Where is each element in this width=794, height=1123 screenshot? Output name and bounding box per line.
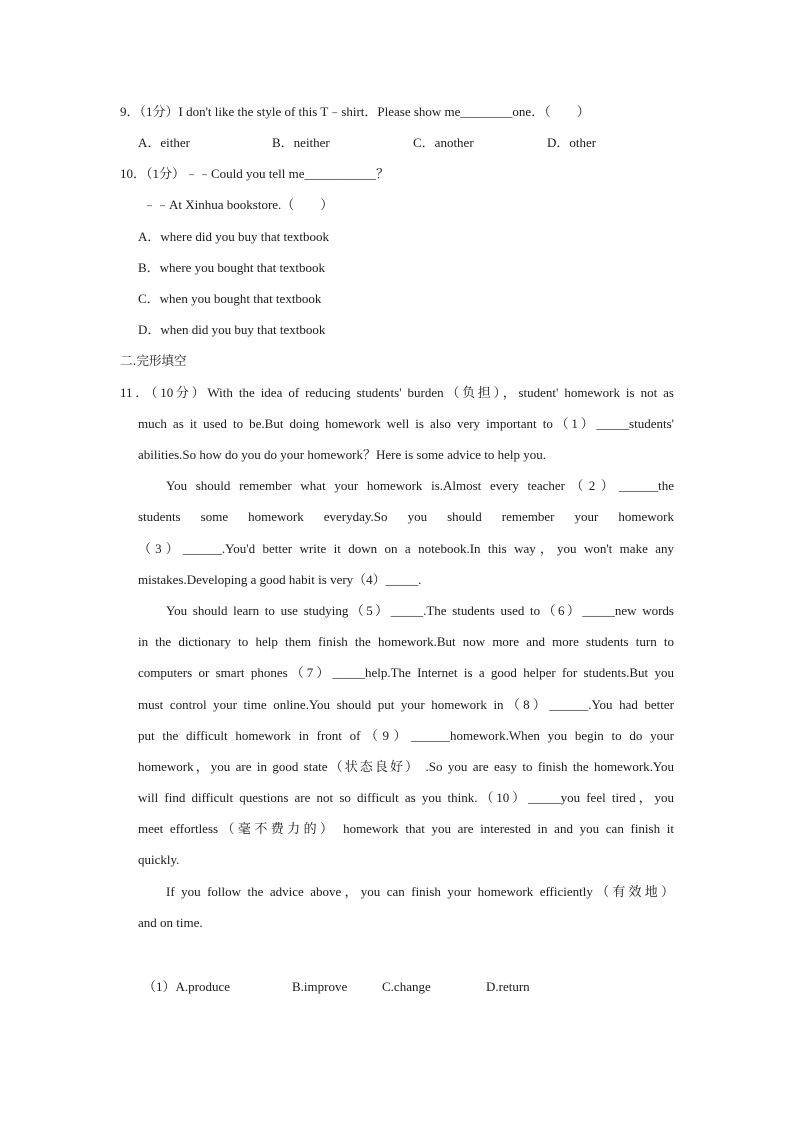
section-heading: 二.完形填空 [120, 353, 187, 368]
q11-line-3: abilities.So how do you do your homework？Here is some advice to help you. [138, 447, 546, 462]
q11-line-12: put the difficult homework in front of（9）______homework.When you begin to do your [138, 728, 674, 743]
q9-option-c: C．another [413, 135, 474, 150]
q9-option-d: D．other [547, 135, 597, 150]
q10-option-d: D．when did you buy that textbook [138, 322, 326, 337]
q11-line-15: meet effortless（毫不费力的） homework that you are interested in and you can finish it [138, 821, 674, 836]
q11-line-8: You should learn to use studying（5）_____.The students used to（6）_____new words [166, 603, 674, 618]
q11-line-14: will find difficult questions are not so difficult as you think.（10）_____you feel tired，you [138, 790, 674, 805]
q11-choice1-c: C.change [382, 979, 431, 994]
q11-line-9: in the dictionary to help them finish the homework.But now more and more students turn to [138, 634, 674, 649]
q11-line-16: quickly. [138, 852, 180, 867]
q10-reply: ﹣﹣At Xinhua bookstore.（ ） [143, 197, 334, 212]
q11-line-5: students some homework everyday.So you should remember your homework [138, 509, 674, 524]
q11-line-4: You should remember what your homework is.Almost every teacher（2）______the [166, 478, 674, 493]
q11-line-7: mistakes.Developing a good habit is very（4）_____. [138, 572, 422, 587]
q11-line-18: and on time. [138, 915, 203, 930]
q9-option-b: B．neither [272, 135, 330, 150]
q11-choice1-b: B.improve [292, 979, 348, 994]
q11-choice1-d: D.return [486, 979, 530, 994]
q10-option-a: A．where did you buy that textbook [138, 229, 329, 244]
q11-line-17: If you follow the advice above，you can finish your homework efficiently（有效地） [166, 884, 674, 899]
q11-line-1: 11．（10分）With the idea of reducing students' burden（负担），student' homework is not as [120, 385, 674, 400]
q9-option-a: A．either [138, 135, 190, 150]
q11-line-2: much as it used to be.But doing homework well is also very important to（1）_____students' [138, 416, 674, 431]
q10-stem: 10．（1分）﹣﹣Could you tell me___________？ [120, 166, 390, 181]
q10-option-c: C．when you bought that textbook [138, 291, 322, 306]
q9-stem: 9．（1分）I don't like the style of this T﹣shirt．Please show me________one．（ ） [120, 104, 590, 119]
q11-line-11: must control your time online.You should put your homework in（8）______.You had better [138, 697, 674, 712]
q11-line-10: computers or smart phones（7）_____help.The Internet is a good helper for students.But you [138, 665, 674, 680]
q11-line-6: （3）______.You'd better write it down on a notebook.In this way，you won't make any [138, 541, 674, 556]
q10-option-b: B．where you bought that textbook [138, 260, 326, 275]
q11-line-13: homework，you are in good state（状态良好） .So you are easy to finish the homework.You [138, 759, 674, 774]
q11-choice1-a: （1）A.produce [143, 979, 231, 994]
